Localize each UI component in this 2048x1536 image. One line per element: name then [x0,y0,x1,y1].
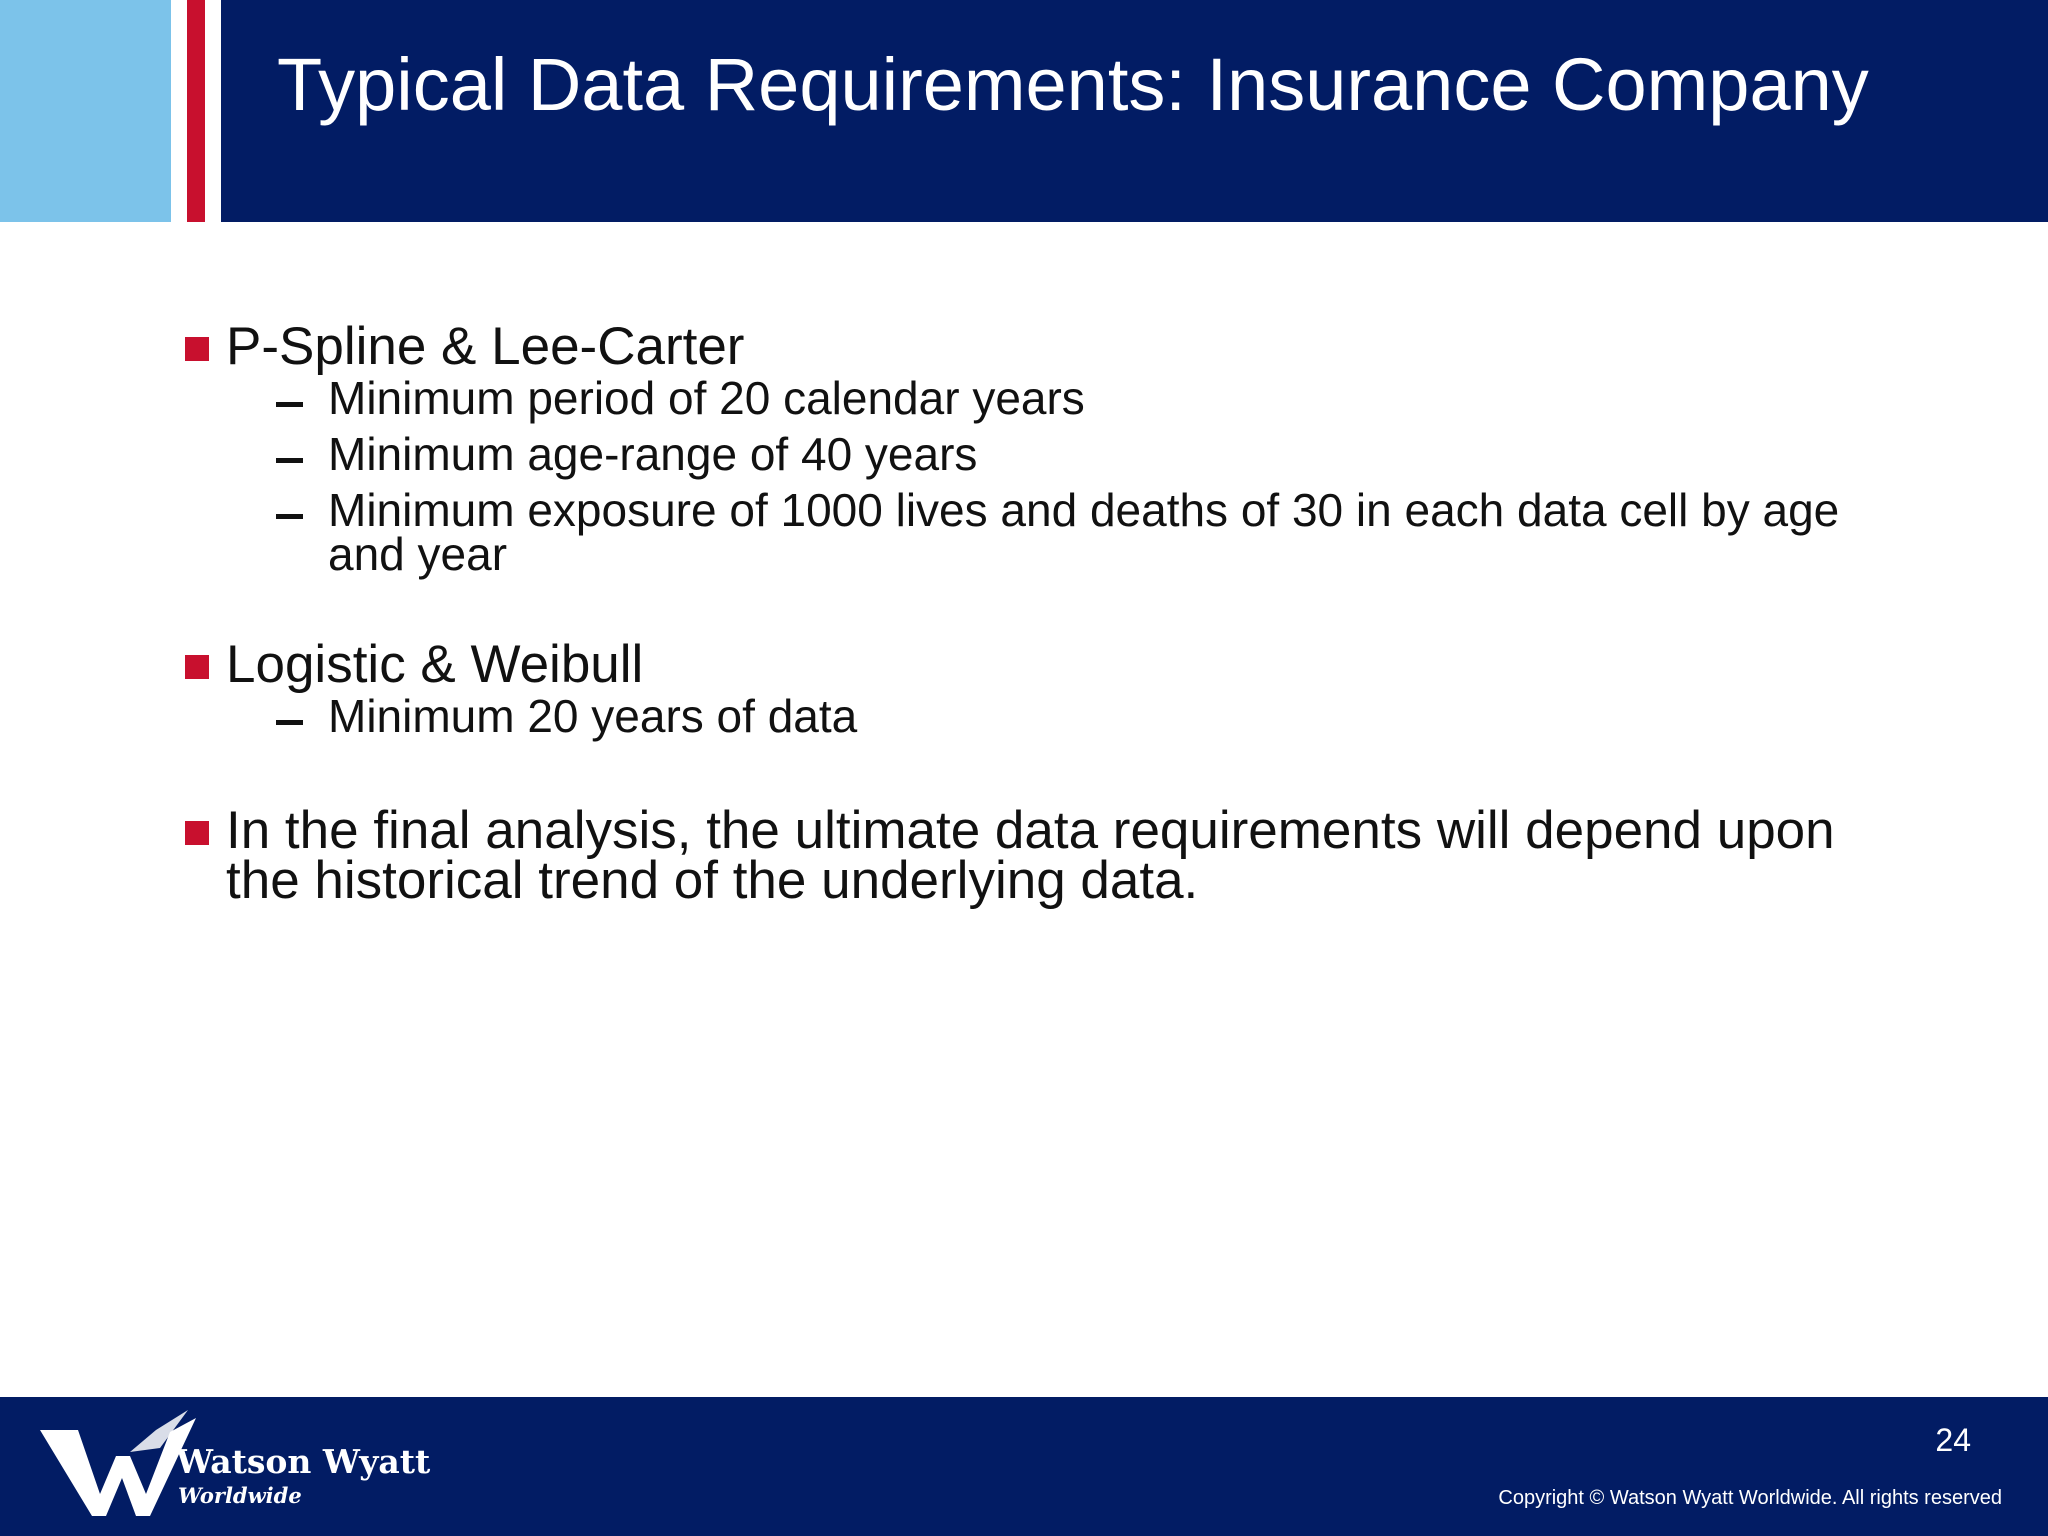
sub-bullet-list [181,372,1881,580]
bullet-text: Logistic & Weibull [226,635,644,694]
bullet-item [181,317,1881,376]
logo-name: Watson Wyatt [176,1442,431,1481]
sub-bullet-text: Minimum 20 years of data [328,690,858,742]
sub-bullet-item [181,484,1881,580]
header-accent-white-stripe [171,0,187,222]
dash-icon [276,402,303,407]
header-accent-light-blue [0,0,171,222]
bullet-text: In the final analysis, the ultimate data requirements will depend upon the historical trend of the underlying data. [226,801,1835,910]
bullet-item [181,801,1881,910]
sub-bullet-text: Minimum exposure of 1000 lives and deaths of 30 in each data cell by age and year [328,484,1840,580]
bullet-text: P-Spline & Lee-Carter [226,317,745,376]
bullet-square-icon [185,337,209,361]
bullet-square-icon [185,655,209,679]
sub-bullet-item [181,428,1881,480]
copyright-notice: Copyright © Watson Wyatt Worldwide. All rights reserved [1498,1487,2002,1509]
sub-bullet-item [181,690,1881,742]
sub-bullet-item [181,372,1881,424]
header-accent-white-stripe-2 [205,0,221,222]
slide-title: Typical Data Requirements: Insurance Company [277,43,1869,126]
bullet-item [181,635,1881,694]
sub-bullet-list [181,690,1881,742]
sub-bullet-text: Minimum period of 20 calendar years [328,372,1085,424]
dash-icon [276,514,303,519]
slide-content [181,317,1881,910]
page-number: 24 [1935,1422,1971,1458]
bullet-square-icon [185,821,209,845]
header-accent-red-stripe [187,0,205,222]
dash-icon [276,720,303,725]
logo-tagline: Worldwide [178,1483,302,1508]
sub-bullet-text: Minimum age-range of 40 years [328,428,978,480]
dash-icon [276,458,303,463]
